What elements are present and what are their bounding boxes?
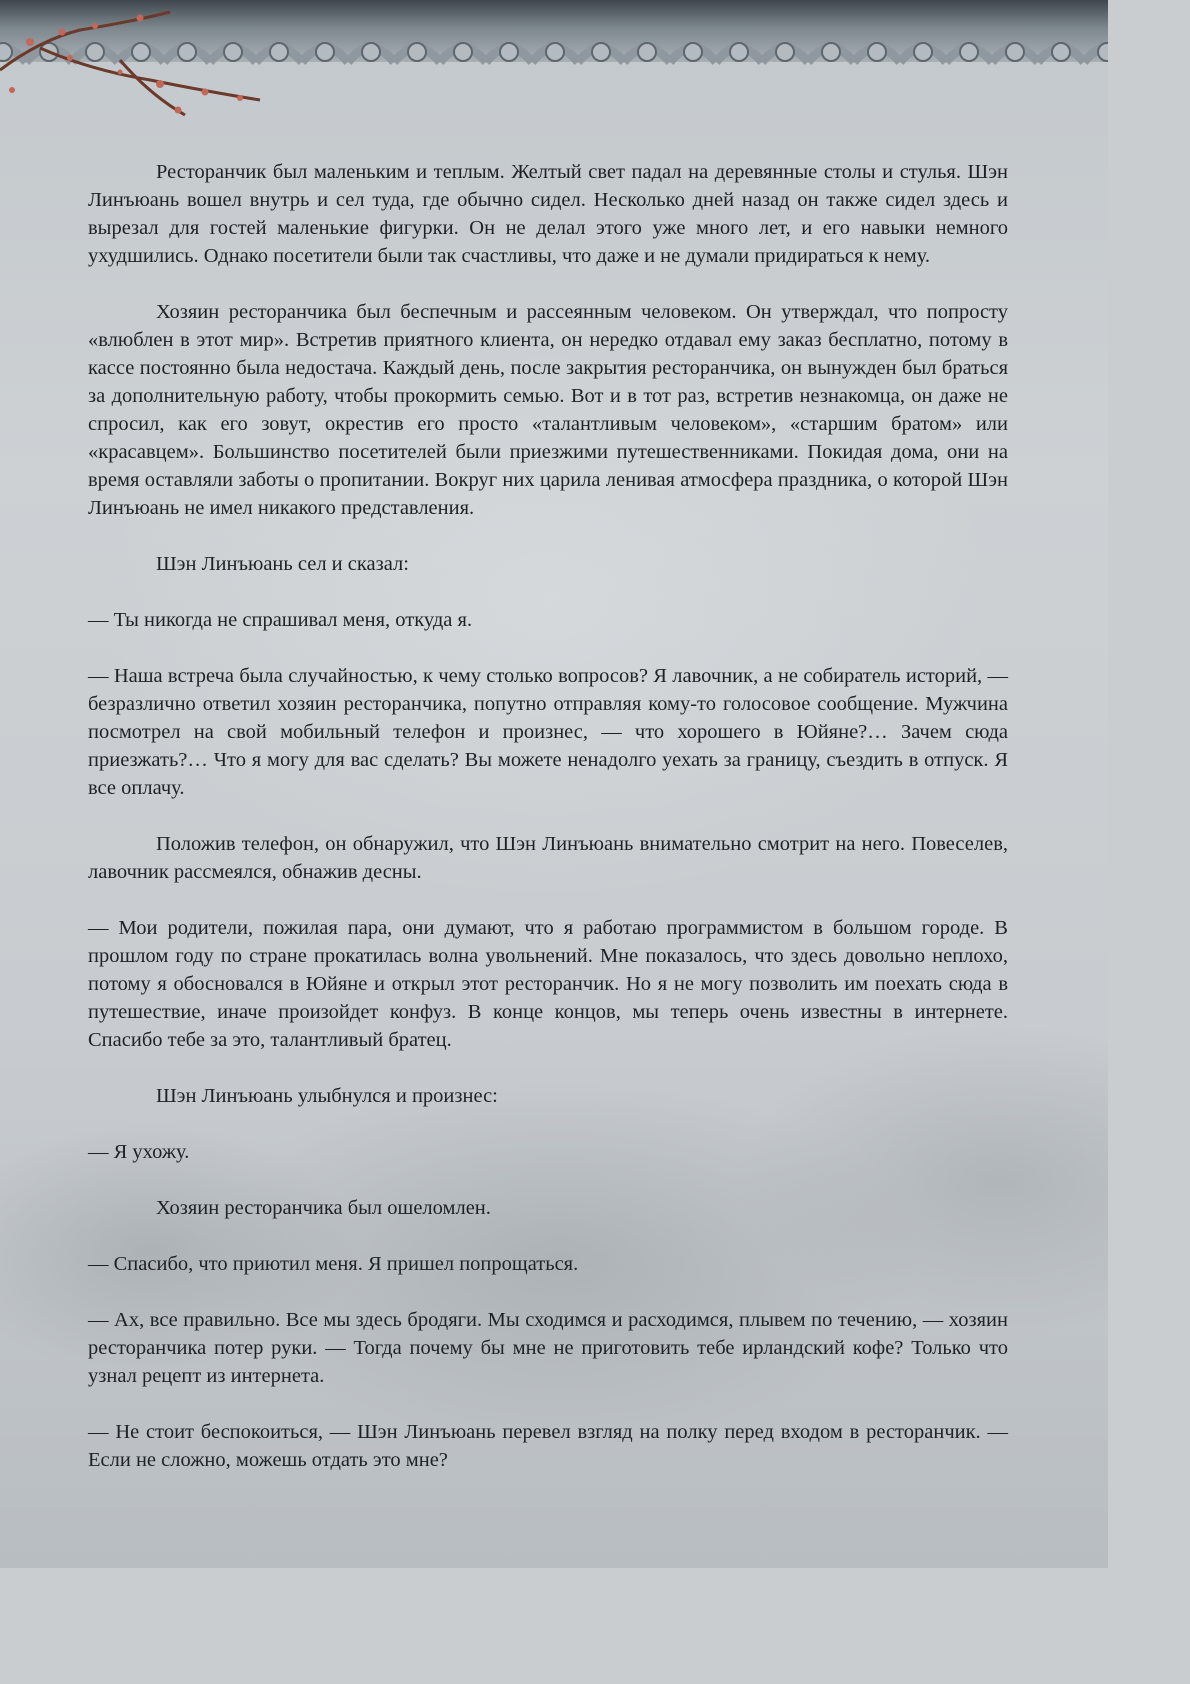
paragraph: Положив телефон, он обнаружил, что Шэн Линъюань внимательно смотрит на него. Повеселев, лавочник рассмеялся, обнажив десны. xyxy=(88,833,1008,883)
roof-tiles-decoration xyxy=(0,0,1108,120)
paragraph: — Я ухожу. xyxy=(88,1141,190,1163)
roof-tile-cap xyxy=(0,43,12,61)
paragraph: Шэн Линъюань сел и сказал: xyxy=(156,553,409,575)
paragraph: — Не стоит беспокоиться, — Шэн Линъюань перевел взгляд на полку перед входом в ресторанчик. — Если не сложно, можешь отдать это мне? xyxy=(88,1421,1008,1471)
roof-tile-cap xyxy=(960,43,978,61)
roof-tile-cap xyxy=(1006,43,1024,61)
roof-tile-cap xyxy=(132,43,150,61)
paragraph: — Наша встреча была случайностью, к чему столько вопросов? Я лавочник, а не собиратель историй, — безразлично ответил хозяин ресторанчика, попутно отправляя кому-то голосовое сообщение. Мужчина посмотрел на свой мобильный телефон и произнес, — что хорошего в Юйяне?… Зачем сюда приезжать?… Что я могу для вас сделать? Вы можете ненадолго уехать за границу, съездить в отпуск. Я все оплачу. xyxy=(88,665,1008,799)
roof-tile-cap xyxy=(270,43,288,61)
roof-tile-cap xyxy=(776,43,794,61)
roof-tile-cap xyxy=(730,43,748,61)
roof-tile-cap xyxy=(822,43,840,61)
article-text xyxy=(88,158,1008,1502)
roof-tile-cap xyxy=(316,43,334,61)
roof-tile-cap xyxy=(224,43,242,61)
roof-tile-cap xyxy=(86,43,104,61)
paragraph: — Мои родители, пожилая пара, они думают, что я работаю программистом в большом городе. В прошлом году по стране прокатилась волна увольнений. Мне показалось, что здесь довольно неплохо, потому я обосновался в Юйяне и открыл этот ресторанчик. Но я не могу позволить им поехать сюда в путешествие, иначе произойдет конфуз. В конце концов, мы теперь очень известны в интернете. Спасибо тебе за это, талантливый братец. xyxy=(88,917,1008,1051)
roof-tile-cap xyxy=(546,43,564,61)
roof-tile-cap xyxy=(868,43,886,61)
paragraph: Шэн Линъюань улыбнулся и произнес: xyxy=(156,1085,498,1107)
roof-tile-cap xyxy=(454,43,472,61)
roof-tile-cap xyxy=(914,43,932,61)
paragraph: Ресторанчик был маленьким и теплым. Желтый свет падал на деревянные столы и стулья. Шэн Линъюань вошел внутрь и сел туда, где обычно сидел. Несколько дней назад он также сидел здесь и вырезал для гостей маленькие фигурки. Он не делал этого уже много лет, и его навыки немного ухудшились. Однако посетители были так счастливы, что даже и не думали придираться к нему. xyxy=(88,161,1008,267)
roof-tile-cap xyxy=(178,43,196,61)
roof-tile-cap xyxy=(500,43,518,61)
paragraph: — Ах, все правильно. Все мы здесь бродяги. Мы сходимся и расходимся, плывем по течению, — хозяин ресторанчика потер руки. — Тогда почему бы мне не приготовить тебе ирландский кофе? Только что узнал рецепт из интернета. xyxy=(88,1309,1008,1387)
roof-tile-cap xyxy=(592,43,610,61)
paragraph: — Ты никогда не спрашивал меня, откуда я. xyxy=(88,609,473,631)
roof-tile-cap xyxy=(684,43,702,61)
roof-tile-cap xyxy=(362,43,380,61)
roof-tile-cap xyxy=(638,43,656,61)
roof-tile-cap xyxy=(408,43,426,61)
paragraph: Хозяин ресторанчика был ошеломлен. xyxy=(156,1197,491,1219)
roof-tile-cap xyxy=(1052,43,1070,61)
paragraph: Хозяин ресторанчика был беспечным и рассеянным человеком. Он утверждал, что попросту «влюблен в этот мир». Встретив приятного клиента, он нередко отдавал ему заказ бесплатно, потому в кассе постоянно была недостача. Каждый день, после закрытия ресторанчика, он вынужден был браться за дополнительную работу, чтобы прокормить семью. Вот и в тот раз, встретив незнакомца, он даже не спросил, как его зовут, окрестив его просто «талантливым человеком», «старшим братом» или «красавцем». Большинство посетителей были приезжими путешественниками. Покидая дома, они на время оставляли заботы о пропитании. Вокруг них царила ленивая атмосфера праздника, о которой Шэн Линъюань не имел никакого представления. xyxy=(88,301,1008,519)
roof-tile-cap xyxy=(1098,43,1108,61)
paragraph: — Спасибо, что приютил меня. Я пришел попрощаться. xyxy=(88,1253,579,1275)
